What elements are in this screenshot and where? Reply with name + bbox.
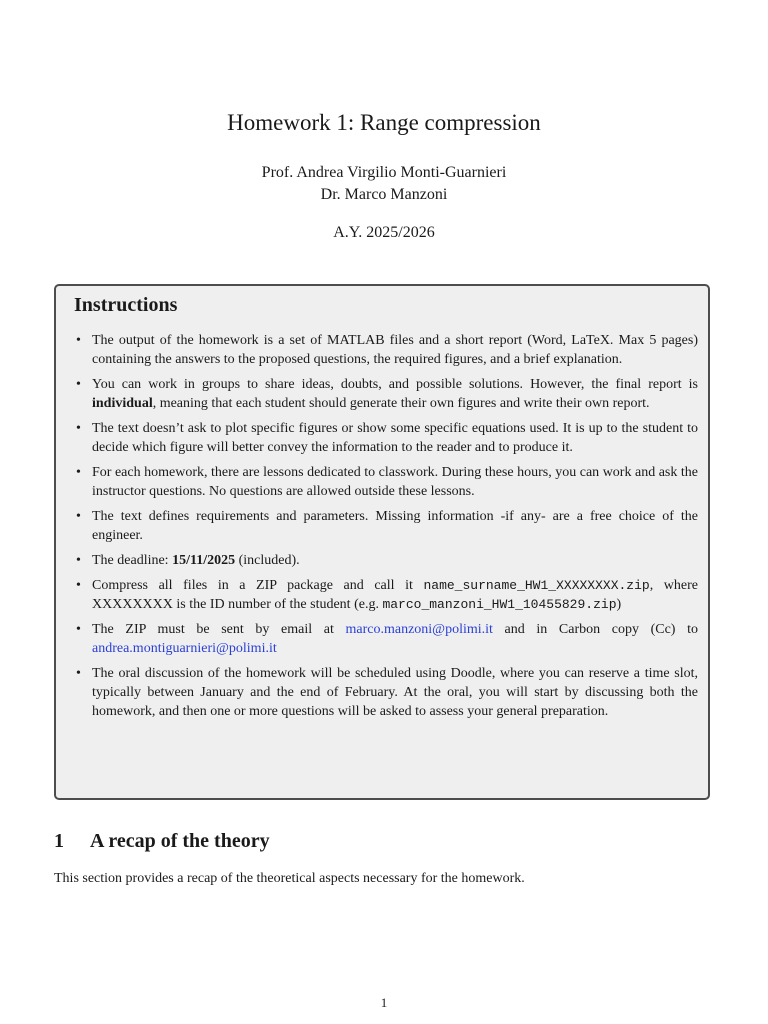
instructions-list (76, 331, 698, 727)
list-item (76, 507, 698, 545)
bullet-icon: • (76, 553, 81, 568)
item-text: , where XXXXXXXX is the ID number of the student (e.g. (92, 578, 698, 612)
item-text: (included). (235, 553, 300, 568)
filename-example-code: marco_manzoni_HW1_10455829.zip (382, 597, 617, 612)
bullet-icon: • (76, 465, 81, 480)
item-text: The ZIP must be sent by email at (92, 622, 346, 637)
list-item (76, 551, 698, 570)
item-text: The deadline: (92, 553, 173, 568)
academic-year: A.Y. 2025/2026 (333, 224, 435, 241)
list-item (76, 419, 698, 457)
bullet-icon: • (76, 421, 81, 436)
page-number: 1 (380, 995, 388, 1010)
list-item (76, 664, 698, 721)
instructions-heading: Instructions (74, 294, 178, 316)
item-text: Compress all files in a ZIP package and call it (92, 578, 424, 593)
email-link-montiguarnieri[interactable]: andrea.montiguarnieri@polimi.it (92, 641, 277, 656)
filename-code: name_surname_HW1_XXXXXXXX.zip (423, 578, 650, 593)
bullet-icon: • (76, 578, 81, 593)
email-link-manzoni[interactable]: marco.manzoni@polimi.it (345, 622, 493, 637)
item-text: For each homework, there are lessons dedicated to classwork. During these hours, you can work and ask the instructor questions. No questions are allowed outside these lessons. (92, 465, 698, 499)
list-item (76, 331, 698, 369)
bullet-icon: • (76, 509, 81, 524)
bullet-icon: • (76, 666, 81, 681)
bullet-icon: • (76, 622, 81, 637)
author-name: Dr. Marco Manzoni (320, 186, 448, 203)
item-text: The text defines requirements and parameters. Missing information -if any- are a free choice of the engineer. (92, 509, 698, 543)
section-paragraph: This section provides a recap of the theoretical aspects necessary for the homework. (54, 871, 525, 886)
item-text: You can work in groups to share ideas, doubts, and possible solutions. However, the final report is (92, 377, 698, 392)
authors-block (0, 162, 768, 206)
list-item (76, 576, 698, 614)
list-item (76, 463, 698, 501)
section-title: A recap of the theory (90, 830, 270, 852)
bullet-icon: • (76, 333, 81, 348)
item-text: ) (616, 597, 622, 612)
item-text: The oral discussion of the homework will be scheduled using Doodle, where you can reserve a time slot, typically between January and the end of February. At the oral, you will start by discussing both the homework, and then one or more questions will be asked to assess your general preparation. (92, 666, 698, 719)
item-text: The output of the homework is a set of MATLAB files and a short report (Word, LaTeX. Max 5 pages) containing the answers to the proposed questions, the required figures, and a brief explanation. (92, 333, 698, 367)
item-text: The text doesn’t ask to plot specific figures or show some specific equations used. It is up to the student to decide which figure will better convey the information to the reader and to produce it. (92, 421, 698, 455)
item-text: and in Carbon copy (Cc) to (492, 622, 698, 637)
list-item (76, 620, 698, 658)
deadline-date: 15/11/2025 (172, 553, 236, 568)
emphasis-text: individual (92, 396, 153, 411)
document-title: Homework 1: Range compression (227, 110, 541, 135)
section-heading (54, 830, 270, 853)
bullet-icon: • (76, 377, 81, 392)
section-number: 1 (54, 830, 64, 852)
item-text: , meaning that each student should generate their own figures and write their own report. (152, 396, 650, 411)
instructions-box (54, 284, 710, 800)
author-name: Prof. Andrea Virgilio Monti-Guarnieri (261, 164, 507, 181)
list-item (76, 375, 698, 413)
